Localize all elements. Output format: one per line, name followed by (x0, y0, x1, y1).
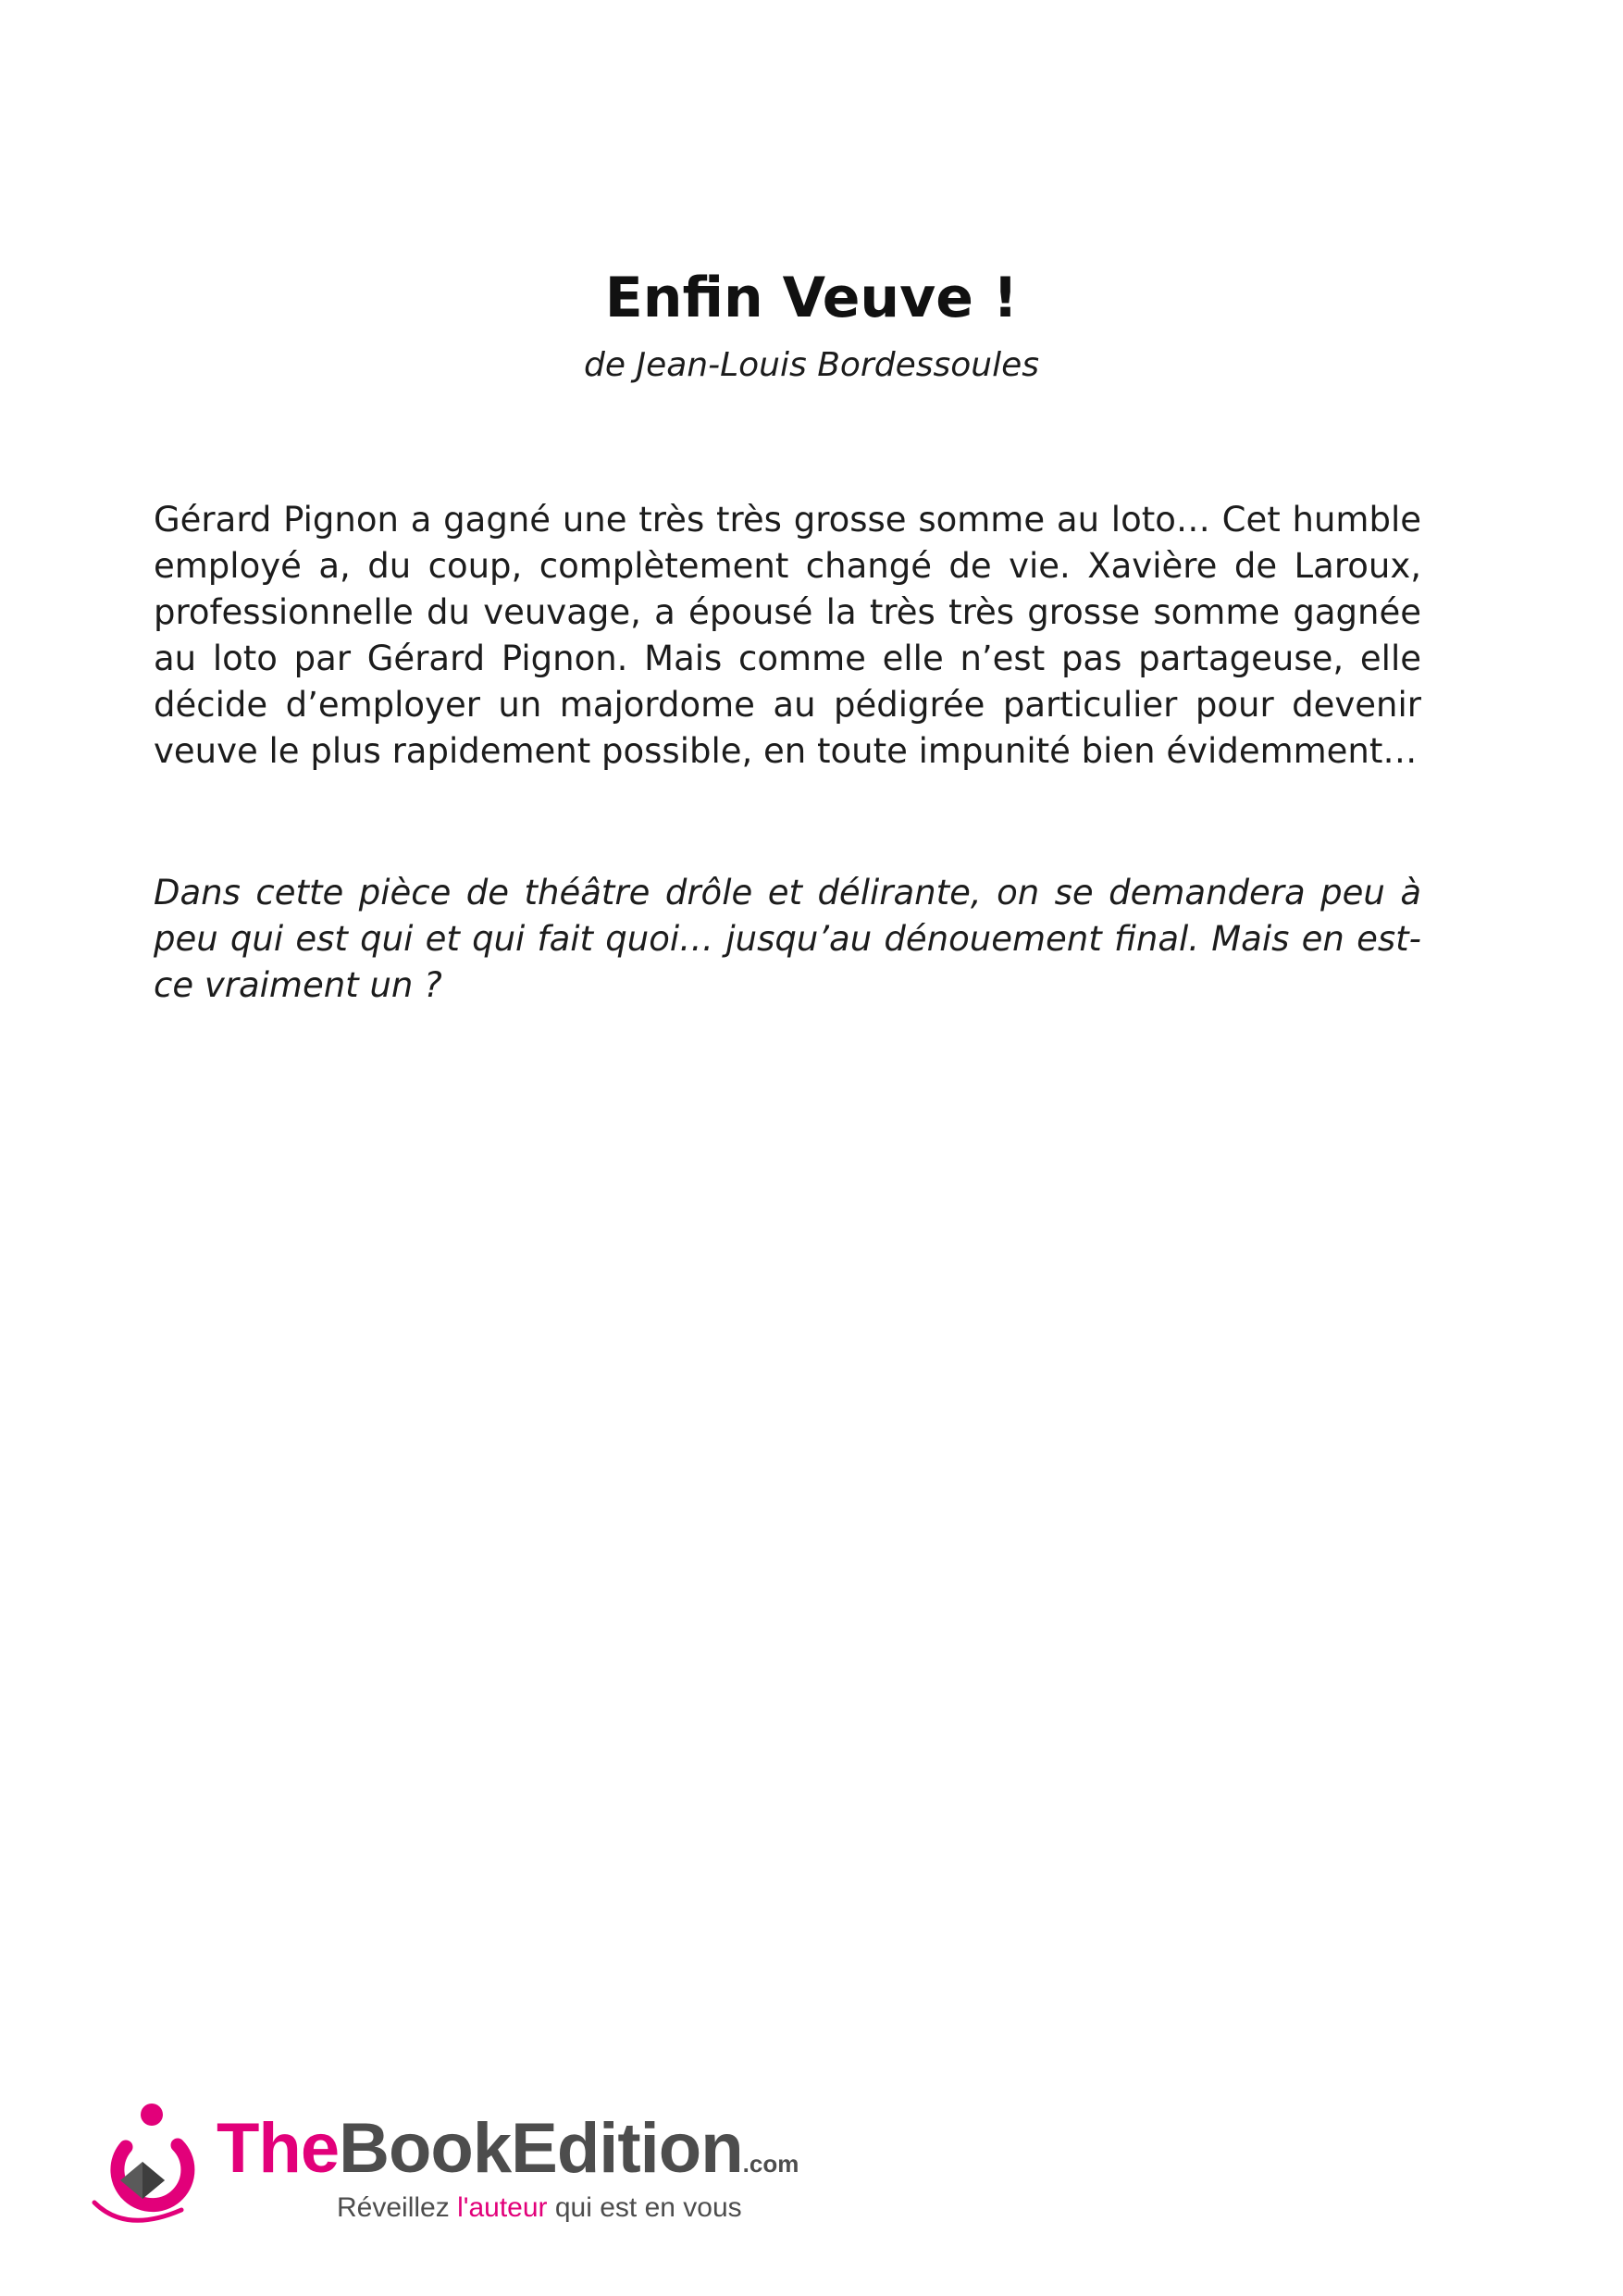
wordmark-com: .com (742, 2150, 799, 2178)
wordmark-edition: Edition (511, 2109, 743, 2188)
slogan-end: qui est en vous (547, 2192, 742, 2223)
publisher-logo (89, 2099, 848, 2238)
wordmark-book: Book (339, 2109, 512, 2188)
author-line: de Jean-Louis Bordessoules (584, 346, 1039, 384)
synopsis-paragraph: Gérard Pignon a gagné une très très grosse somme au loto… Cet humble employé a, du coup, complètement changé de vie. Xavière de Laroux, professionnelle du veuvage, a épousé la très très grosse somme gagnée au loto par Gérard Pignon. Mais comme elle n’est pas partageuse, elle décide d’employer un majordome au pédigrée particulier pour devenir veuve le plus rapidement possible, en toute impunité bien évidemment… (154, 500, 1421, 771)
thebookedition-logo-icon (89, 2099, 209, 2238)
book-title: Enfin Veuve ! (604, 266, 1019, 330)
slogan-accent: l'auteur (457, 2192, 548, 2223)
wordmark-the: The (217, 2109, 340, 2188)
publisher-wordmark (217, 2109, 799, 2201)
tagline-paragraph: Dans cette pièce de théâtre drôle et délirante, on se demandera peu à peu qui est qui et qui fait quoi… jusqu’au dénouement final. Mais en est-ce vraiment un ? (154, 873, 1421, 1005)
slogan-start: Réveillez (337, 2192, 458, 2223)
publisher-slogan (337, 2191, 742, 2225)
